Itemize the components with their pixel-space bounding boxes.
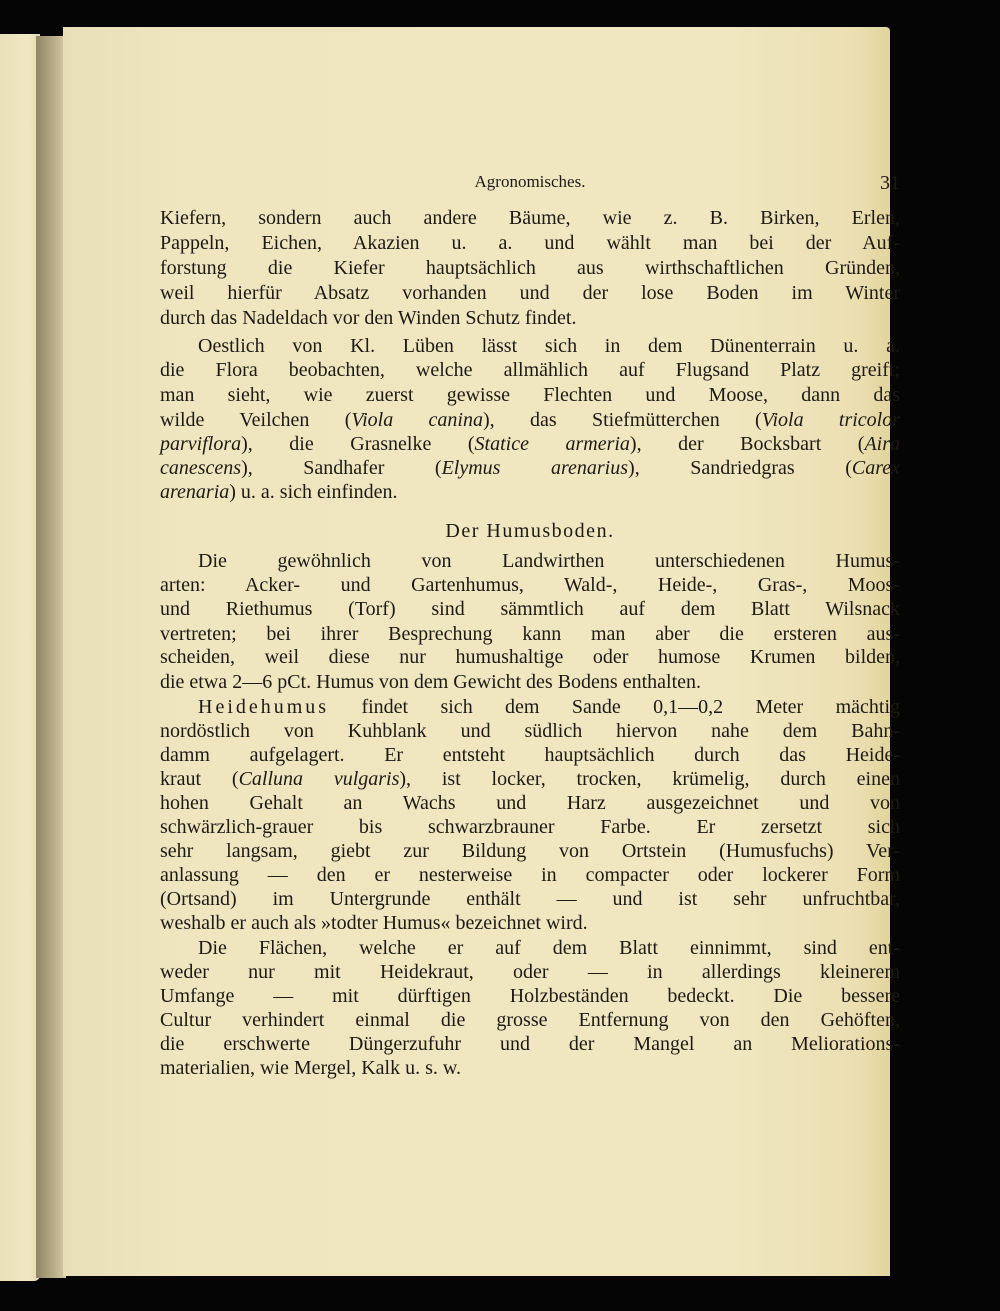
text-line [160, 695, 900, 719]
text-line [160, 815, 900, 839]
text-line [160, 206, 900, 230]
text-line [160, 1056, 900, 1080]
text-line [160, 1008, 900, 1032]
text-segment: weshalb er auch als »todter Humus« bezeichnet wird. [160, 912, 588, 934]
text-segment: materialien, wie Mergel, Kalk u. s. w. [160, 1057, 462, 1079]
text-segment: die etwa 2—6 pCt. Humus von dem Gewicht des Bodens enthalten. [160, 671, 702, 693]
text-line [160, 791, 900, 815]
running-title: Agronomisches. [474, 172, 586, 191]
italic-taxon-name: Elymus arenarius [441, 457, 629, 479]
text-line [160, 306, 900, 330]
text-line [160, 281, 900, 305]
text-segment: ), der Bocksbart ( [629, 433, 865, 455]
italic-taxon-name: parviflora [160, 433, 242, 455]
text-segment: weder nur mit Heidekraut, oder — in allerdings kleinerem [160, 961, 900, 983]
text-segment: sehr langsam, giebt zur Bildung von Ortstein (Humusfuchs) Ver- [160, 840, 900, 862]
text-line [160, 573, 900, 597]
italic-taxon-name: Viola tricolor [761, 409, 901, 431]
text-line [160, 231, 900, 255]
text-line [160, 408, 900, 432]
text-segment: damm aufgelagert. Er entsteht hauptsächlich durch das Heide- [160, 744, 900, 766]
text-segment: ), Sandriedgras ( [628, 457, 852, 479]
text-segment: ), die Grasnelke ( [241, 433, 475, 455]
text-segment: und Riethumus (Torf) sind sämmtlich auf dem Blatt Wilsnack [160, 598, 900, 620]
text-line [160, 887, 900, 911]
text-line [160, 960, 900, 984]
text-segment: man sieht, wie zuerst gewisse Flechten und Moose, dann das [160, 384, 900, 406]
text-line [160, 256, 900, 280]
text-line [160, 383, 900, 407]
section-heading: Der Humusboden. [445, 520, 615, 542]
text-line [160, 622, 900, 646]
italic-taxon-name: arenaria [160, 481, 230, 503]
text-segment: Pappeln, Eichen, Akazien u. a. und wählt man bei der Auf- [160, 232, 900, 254]
text-segment: Die gewöhnlich von Landwirthen unterschiedenen Humus- [198, 550, 900, 572]
italic-taxon-name: canescens [160, 457, 242, 479]
spaced-emphasis: Heidehumus [198, 696, 330, 718]
text-segment: arten: Acker- und Gartenhumus, Wald-, Heide-, Gras-, Moos- [160, 574, 900, 596]
text-segment: Die Flächen, welche er auf dem Blatt einnimmt, sind ent- [198, 937, 900, 959]
text-line [160, 670, 900, 694]
text-segment: Umfange — mit dürftigen Holzbeständen bedeckt. Die bessere [160, 985, 900, 1007]
text-line [160, 839, 900, 863]
text-line [160, 432, 900, 456]
text-segment: schwärzlich-grauer bis schwarzbrauner Farbe. Er zersetzt sich [160, 816, 900, 838]
text-line [160, 334, 900, 358]
text-segment: ), ist locker, trocken, krümelig, durch einen [399, 768, 900, 790]
text-segment: Cultur verhindert einmal die grosse Entfernung von den Gehöften, [160, 1009, 900, 1031]
text-segment: scheiden, weil diese nur humushaltige oder humose Krumen bilden, [160, 646, 900, 668]
text-segment: Oestlich von Kl. Lüben lässt sich in dem Dünenterrain u. a. [198, 335, 900, 357]
text-line [160, 863, 900, 887]
text-segment: (Ortsand) im Untergrunde enthält — und ist sehr unfruchtbar, [160, 888, 900, 910]
text-line [160, 767, 900, 791]
text-line [160, 456, 900, 480]
text-line [160, 549, 900, 573]
page-number: 31 [880, 172, 900, 194]
text-segment: weil hierfür Absatz vorhanden und der lose Boden im Winter [160, 282, 900, 304]
text-segment: ), das Stiefmütterchen ( [483, 409, 762, 431]
text-segment: forstung die Kiefer hauptsächlich aus wirthschaftlichen Gründen, [160, 257, 900, 279]
text-segment: nordöstlich von Kuhblank und südlich hiervon nahe dem Bahn- [160, 720, 900, 742]
page-header [160, 172, 900, 196]
text-line [160, 645, 900, 669]
text-line [160, 936, 900, 960]
book-gutter [36, 36, 66, 1278]
text-segment: die erschwerte Düngerzufuhr und der Mangel an Meliorations- [160, 1033, 900, 1055]
text-line [160, 719, 900, 743]
text-segment: durch das Nadeldach vor den Winden Schutz findet. [160, 307, 577, 329]
text-segment: Kiefern, sondern auch andere Bäume, wie z. B. Birken, Erlen, [160, 207, 900, 229]
text-line [160, 984, 900, 1008]
text-segment: ) u. a. sich einfinden. [229, 481, 398, 503]
italic-taxon-name: Calluna vulgaris [238, 768, 400, 790]
text-line [160, 358, 900, 382]
text-line [160, 1032, 900, 1056]
text-segment: kraut ( [160, 768, 239, 790]
facing-page-edge [0, 34, 40, 1281]
text-line [160, 743, 900, 767]
text-segment: anlassung — den er nesterweise in compacter oder lockerer Form [160, 864, 900, 886]
text-segment: wilde Veilchen ( [160, 409, 352, 431]
italic-taxon-name: Statice armeria [474, 433, 630, 455]
text-segment: ), Sandhafer ( [241, 457, 442, 479]
italic-taxon-name: Viola canina [351, 409, 483, 431]
text-segment: findet sich dem Sande 0,1—0,2 Meter mächtig [329, 696, 900, 718]
text-segment: hohen Gehalt an Wachs und Harz ausgezeichnet und von [160, 792, 900, 814]
text-segment: die Flora beobachten, welche allmählich auf Flugsand Platz greift; [160, 359, 900, 381]
text-line [160, 911, 900, 935]
italic-taxon-name: Carex [851, 457, 900, 479]
italic-taxon-name: Aira [864, 433, 901, 455]
text-line [160, 480, 900, 504]
text-line [160, 597, 900, 621]
text-segment: vertreten; bei ihrer Besprechung kann man aber die ersteren aus- [160, 623, 900, 645]
